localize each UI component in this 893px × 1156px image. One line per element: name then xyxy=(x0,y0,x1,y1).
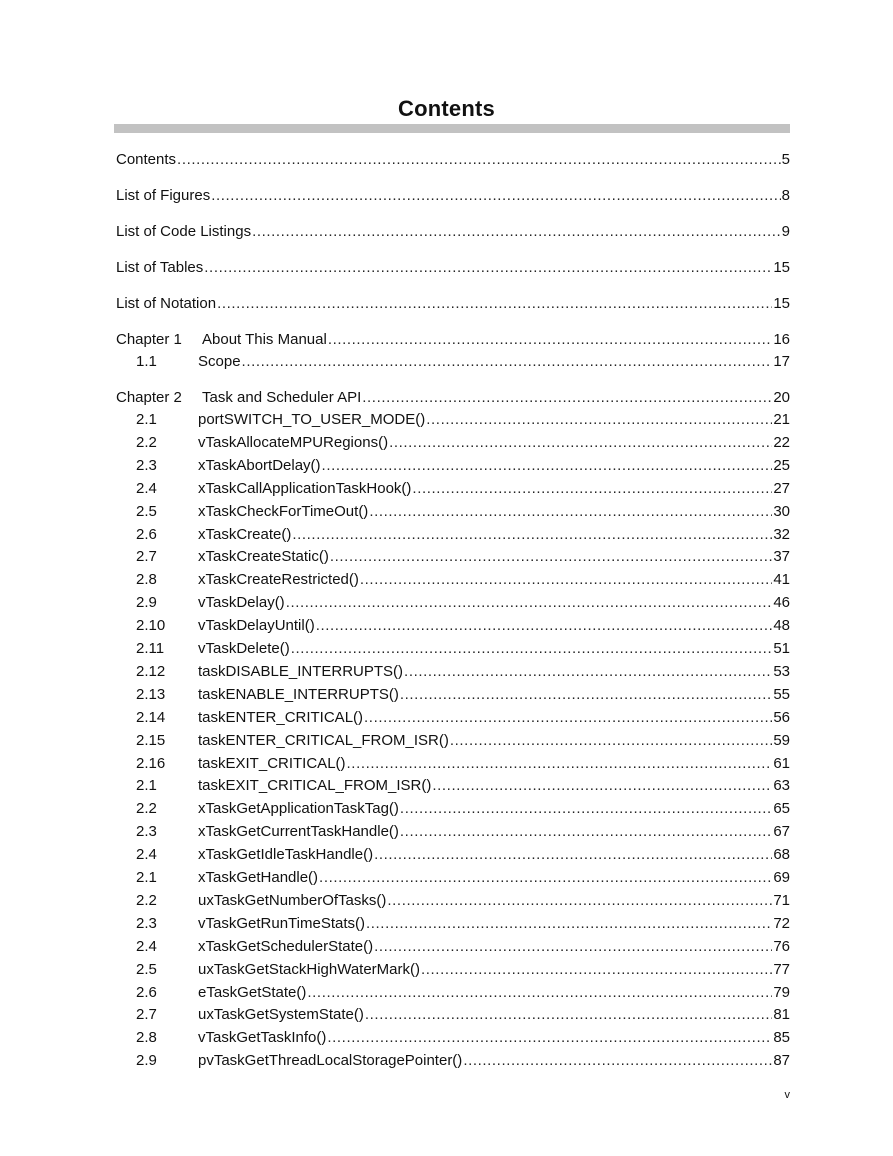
toc-page-number: 77 xyxy=(773,960,790,978)
section-number: 2.3 xyxy=(136,914,157,932)
toc-entry[interactable] xyxy=(116,223,790,241)
dot-leader xyxy=(211,187,780,205)
toc-section[interactable] xyxy=(116,869,790,887)
toc-section[interactable] xyxy=(116,938,790,956)
toc-page-number: 41 xyxy=(773,571,790,589)
section-number: 2.2 xyxy=(136,800,157,818)
toc-section[interactable] xyxy=(116,709,790,727)
toc-section[interactable] xyxy=(116,480,790,498)
toc-section[interactable] xyxy=(116,571,790,589)
section-number: 2.2 xyxy=(136,891,157,909)
section-number: 2.1 xyxy=(136,777,157,795)
section-number: 2.14 xyxy=(136,708,166,726)
toc-label: Scope xyxy=(198,353,241,370)
section-number: 2.1 xyxy=(136,411,157,428)
toc-label: xTaskCallApplicationTaskHook() xyxy=(198,479,412,497)
toc-chapter[interactable] xyxy=(116,389,790,407)
dot-leader xyxy=(400,686,772,704)
dot-leader xyxy=(389,434,772,452)
dot-leader xyxy=(360,571,772,589)
toc-page-number: 27 xyxy=(773,479,790,497)
toc-label: vTaskDelete() xyxy=(198,640,290,657)
section-number: 2.2 xyxy=(136,433,157,451)
toc-entry[interactable] xyxy=(116,151,790,169)
dot-leader xyxy=(286,594,773,612)
dot-leader xyxy=(404,663,772,681)
toc-label: portSWITCH_TO_USER_MODE() xyxy=(198,411,426,428)
dot-leader xyxy=(252,223,781,241)
toc-page-number: 55 xyxy=(773,685,790,703)
dot-leader xyxy=(217,295,772,313)
toc-section[interactable] xyxy=(116,526,790,544)
dot-leader xyxy=(374,846,772,864)
toc-section[interactable] xyxy=(116,800,790,818)
toc-page-number: 48 xyxy=(773,617,790,635)
toc-label: vTaskAllocateMPURegions() xyxy=(198,433,389,451)
toc-label: taskENABLE_INTERRUPTS() xyxy=(198,685,399,703)
toc-section[interactable] xyxy=(116,915,790,933)
toc-page-number: 51 xyxy=(773,640,790,657)
dot-leader xyxy=(328,331,773,349)
toc-label: taskDISABLE_INTERRUPTS() xyxy=(198,662,404,680)
toc-page-number: 56 xyxy=(773,708,790,726)
toc-label: xTaskGetSchedulerState() xyxy=(198,937,374,955)
dot-leader xyxy=(177,151,781,169)
toc-section[interactable] xyxy=(116,1029,790,1047)
dot-leader xyxy=(362,389,772,407)
toc-chapter[interactable] xyxy=(116,331,790,349)
page-title: Contents xyxy=(398,96,495,121)
toc-section[interactable] xyxy=(116,353,790,371)
dot-leader xyxy=(421,961,772,979)
toc-label: vTaskGetTaskInfo() xyxy=(198,1029,327,1047)
toc-page-number: 9 xyxy=(781,223,790,240)
toc-section[interactable] xyxy=(116,548,790,566)
dot-leader xyxy=(327,1029,772,1047)
toc-page-number: 87 xyxy=(773,1052,790,1070)
dot-leader xyxy=(450,732,772,750)
toc-section[interactable] xyxy=(116,1006,790,1024)
toc-page-number: 32 xyxy=(773,525,790,543)
dot-leader xyxy=(387,892,772,910)
section-number: 2.15 xyxy=(136,731,166,749)
dot-leader xyxy=(365,1006,772,1024)
toc-label: eTaskGetState() xyxy=(198,983,307,1001)
dot-leader xyxy=(463,1052,772,1070)
section-number: 2.5 xyxy=(136,960,157,978)
dot-leader xyxy=(319,869,772,887)
toc-page-number: 46 xyxy=(773,594,790,612)
dot-leader xyxy=(426,411,772,429)
toc-section[interactable] xyxy=(116,1052,790,1070)
toc-label: taskENTER_CRITICAL() xyxy=(198,708,364,726)
toc-section[interactable] xyxy=(116,777,790,795)
dot-leader xyxy=(400,800,772,818)
section-number: 2.8 xyxy=(136,1029,157,1047)
toc-page-number: 71 xyxy=(773,891,790,909)
toc-page-number: 5 xyxy=(781,151,790,168)
section-number: 2.4 xyxy=(136,937,157,955)
toc-label: List of Tables xyxy=(116,259,204,276)
toc-page-number: 68 xyxy=(773,846,790,864)
toc-page-number: 61 xyxy=(773,754,790,772)
toc-page-number: 67 xyxy=(773,823,790,841)
toc-page-number: 79 xyxy=(773,983,790,1001)
toc-page-number: 30 xyxy=(773,502,790,520)
toc-page-number: 59 xyxy=(773,731,790,749)
section-number: 2.1 xyxy=(136,869,157,886)
section-number: 2.12 xyxy=(136,662,166,680)
section-number: 2.9 xyxy=(136,594,157,612)
toc-page-number: 76 xyxy=(773,937,790,955)
dot-leader xyxy=(366,915,772,933)
toc-section[interactable] xyxy=(116,686,790,704)
dot-leader xyxy=(291,640,773,658)
section-number: 2.5 xyxy=(136,502,157,520)
toc-label: vTaskDelay() xyxy=(198,594,285,612)
toc-page-number: 22 xyxy=(773,433,790,451)
toc-page-number: 65 xyxy=(773,800,790,818)
chapter-number: Chapter 2 xyxy=(116,389,182,406)
toc-label: vTaskDelayUntil() xyxy=(198,617,315,635)
section-number: 2.3 xyxy=(136,823,157,841)
section-number: 1.1 xyxy=(136,353,157,370)
section-number: 2.9 xyxy=(136,1052,157,1070)
toc-page-number: 25 xyxy=(773,456,790,474)
toc-label: xTaskCheckForTimeOut() xyxy=(198,502,369,520)
dot-leader xyxy=(432,777,772,795)
toc-label: xTaskCreateStatic() xyxy=(198,548,329,566)
toc-page-number: 81 xyxy=(773,1006,790,1024)
dot-leader xyxy=(307,984,772,1002)
toc-page-number: 20 xyxy=(773,389,790,406)
toc-page-number: 16 xyxy=(773,331,790,348)
toc-label: List of Figures xyxy=(116,187,211,204)
toc-page-number: 53 xyxy=(773,662,790,680)
toc-label: uxTaskGetNumberOfTasks() xyxy=(198,891,387,909)
toc-section[interactable] xyxy=(116,640,790,658)
toc-page-number: 8 xyxy=(781,187,790,204)
dot-leader xyxy=(330,548,772,566)
toc-page-number: 69 xyxy=(773,869,790,886)
toc-section[interactable] xyxy=(116,434,790,452)
dot-leader xyxy=(347,755,773,773)
toc-section[interactable] xyxy=(116,846,790,864)
toc-label: Contents xyxy=(116,151,177,168)
toc-page-number: 63 xyxy=(773,777,790,795)
toc-label: List of Code Listings xyxy=(116,223,252,240)
toc-page-number: 85 xyxy=(773,1029,790,1047)
toc-label: xTaskGetApplicationTaskTag() xyxy=(198,800,399,818)
section-number: 2.10 xyxy=(136,617,166,635)
chapter-number: Chapter 1 xyxy=(116,331,182,348)
toc-label: taskEXIT_CRITICAL_FROM_ISR() xyxy=(198,777,432,795)
toc-label: pvTaskGetThreadLocalStoragePointer() xyxy=(198,1052,463,1070)
toc-section[interactable] xyxy=(116,457,790,475)
section-number: 2.7 xyxy=(136,548,157,566)
toc-page-number: 72 xyxy=(773,914,790,932)
toc-label: xTaskCreate() xyxy=(198,525,292,543)
toc-page-number: 21 xyxy=(773,411,790,428)
toc-label: xTaskCreateRestricted() xyxy=(198,571,359,589)
section-number: 2.11 xyxy=(136,640,165,657)
toc-label: About This Manual xyxy=(202,331,327,348)
toc-label: taskEXIT_CRITICAL() xyxy=(198,754,346,772)
toc-label: xTaskGetIdleTaskHandle() xyxy=(198,846,374,864)
toc-label: xTaskAbortDelay() xyxy=(198,456,321,474)
section-number: 2.8 xyxy=(136,571,157,589)
section-number: 2.4 xyxy=(136,846,157,864)
toc-page-number: 15 xyxy=(773,259,790,276)
toc-section[interactable] xyxy=(116,892,790,910)
section-number: 2.3 xyxy=(136,456,157,474)
dot-leader xyxy=(242,353,773,371)
toc-page-number: 17 xyxy=(773,353,790,370)
toc-entry[interactable] xyxy=(116,187,790,205)
section-number: 2.13 xyxy=(136,685,166,703)
dot-leader xyxy=(204,259,772,277)
toc-section[interactable] xyxy=(116,732,790,750)
toc-label: uxTaskGetSystemState() xyxy=(198,1006,364,1024)
toc-section[interactable] xyxy=(116,961,790,979)
toc-section[interactable] xyxy=(116,984,790,1002)
toc-label: xTaskGetHandle() xyxy=(198,869,319,886)
dot-leader xyxy=(374,938,772,956)
section-number: 2.6 xyxy=(136,983,157,1001)
section-number: 2.16 xyxy=(136,754,166,772)
toc-section[interactable] xyxy=(116,411,790,429)
toc-page-number: 15 xyxy=(773,295,790,312)
toc-section[interactable] xyxy=(116,663,790,681)
toc-label: List of Notation xyxy=(116,295,217,312)
dot-leader xyxy=(400,823,772,841)
dot-leader xyxy=(292,526,772,544)
dot-leader xyxy=(316,617,773,635)
toc-section[interactable] xyxy=(116,823,790,841)
section-number: 2.7 xyxy=(136,1006,157,1024)
dot-leader xyxy=(412,480,772,498)
toc-label: taskENTER_CRITICAL_FROM_ISR() xyxy=(198,731,449,749)
toc-entry[interactable] xyxy=(116,259,790,277)
page-footer-number: v xyxy=(784,1089,790,1101)
dot-leader xyxy=(364,709,772,727)
section-number: 2.6 xyxy=(136,525,157,543)
toc-page-number: 37 xyxy=(773,548,790,566)
toc-section[interactable] xyxy=(116,755,790,773)
toc-section[interactable] xyxy=(116,617,790,635)
toc-section[interactable] xyxy=(116,503,790,521)
toc-section[interactable] xyxy=(116,594,790,612)
toc-entry[interactable] xyxy=(116,295,790,313)
dot-leader xyxy=(369,503,772,521)
toc-label: Task and Scheduler API xyxy=(202,389,362,406)
toc-label: uxTaskGetStackHighWaterMark() xyxy=(198,960,420,978)
section-number: 2.4 xyxy=(136,479,157,497)
toc-label: vTaskGetRunTimeStats() xyxy=(198,914,365,932)
toc-label: xTaskGetCurrentTaskHandle() xyxy=(198,823,399,841)
dot-leader xyxy=(322,457,773,475)
